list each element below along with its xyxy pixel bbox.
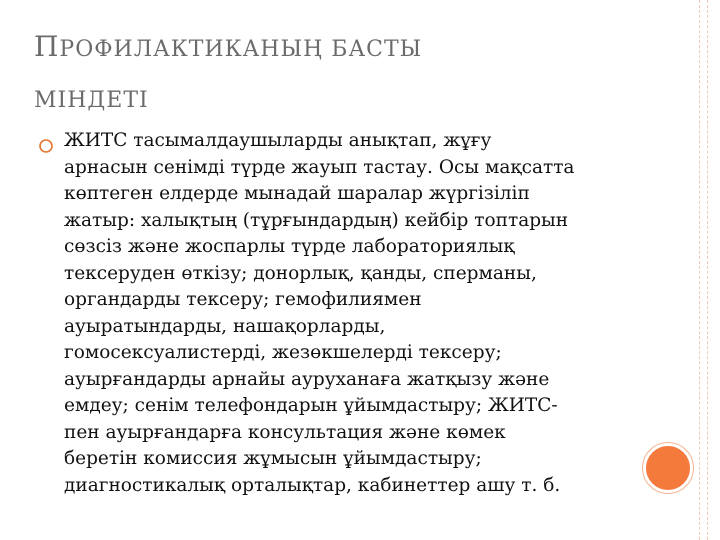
bullet-text-line: ЖИТС тасымалдаушыларды анықтап, жұғу [64, 130, 492, 151]
bullet-text-line: органдарды тексеру; гемофилиямен [64, 289, 422, 310]
bullet-text-line: жатыр: халықтың (тұрғындардың) кейбір топтарын [64, 209, 569, 231]
bullet-text-line: ауыратындарды, нашақорларды, [64, 315, 386, 337]
bullet-text-line: тексеруден өткізу; донорлық, қанды, сперманы, [64, 262, 537, 284]
bullet-text-line: арнасын сенімді түрде жауып тастау. Осы мақсатта [64, 156, 575, 178]
bullet-text-line: емдеу; сенім телефондарын ұйымдастыру; ЖИТС- [64, 395, 558, 416]
bullet-text-line: ауырғандарды арнайы ауруханаға жатқызу және [64, 368, 550, 390]
bullet-text [64, 128, 634, 499]
slide-title [34, 22, 634, 126]
title-line-2: МІНДЕТІ [34, 88, 149, 113]
bullet-text-line: гомосексуалистерді, жезөкшелерді тексеру; [64, 342, 502, 363]
accent-circle-decoration [643, 443, 693, 493]
decorative-dashed-line [707, 0, 708, 540]
title-initial-letter: П [34, 30, 60, 63]
bullet-text-line: пен ауырғандарға консультация және көмек [64, 421, 506, 443]
title-line-1-rest: РОФИЛАКТИКАНЫҢ БАСТЫ [59, 37, 423, 62]
bullet-text-line: көптеген елдерде мынадай шаралар жүргізіліп [64, 183, 530, 204]
bullet-text-line: беретін комиссия жұмысын ұйымдастыру; [64, 448, 482, 469]
bullet-text-line: сөзсіз және жоспарлы түрде лабораториялық [64, 236, 515, 257]
hollow-circle-icon [38, 138, 54, 154]
title-line-1 [34, 22, 634, 76]
bullet-text-line: диагностикалық орталықтар, кабинеттер ашу т. б. [64, 474, 561, 496]
decorative-dashed-line [699, 0, 700, 540]
